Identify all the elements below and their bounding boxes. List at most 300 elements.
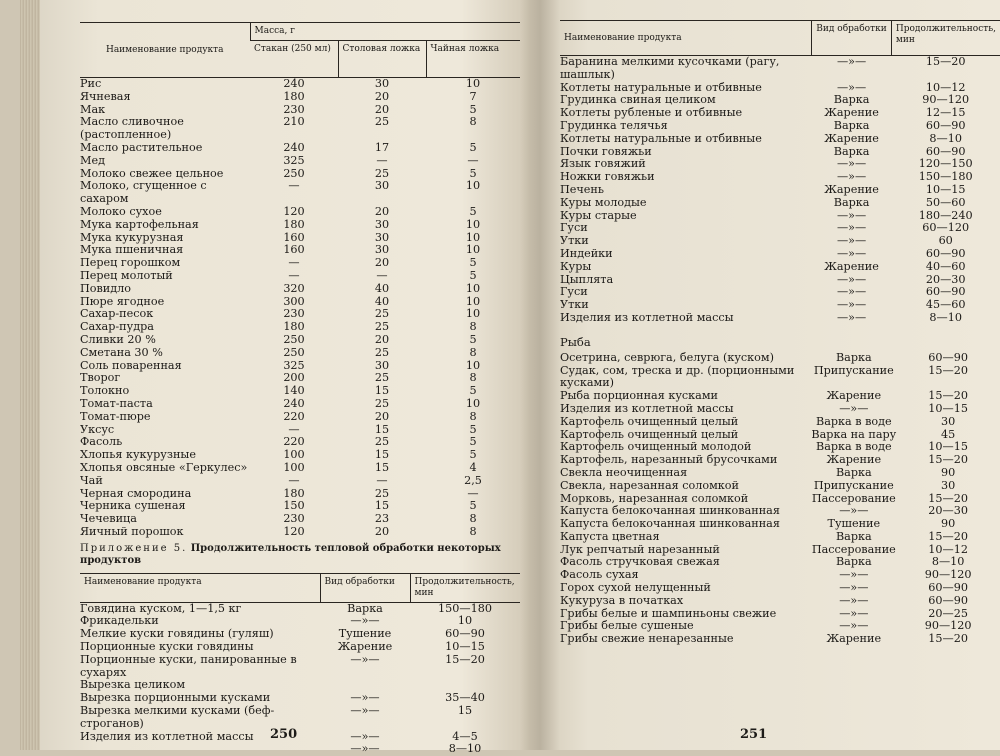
table-row [560,56,1000,82]
cell-duration: 60—90 [925,144,966,158]
cell-tbsp: 30 [374,179,390,193]
header-duration: Продолжительность, мин [891,21,1000,56]
cell-method: Пассерование [811,491,896,505]
cell-name: Мука кукурузная [80,230,184,244]
mass-table [80,22,520,539]
cell-tsp: 5 [469,140,477,154]
table-row [560,184,1000,197]
cell-method: —»— [836,170,867,184]
cell-duration: 60 [938,234,953,248]
cell-name: Свекла неочищенная [560,465,688,479]
cell-tsp: 10 [465,77,481,90]
cell-method: Варка [833,118,870,132]
cell-duration: 12—15 [925,106,966,120]
cell-duration: 15—20 [928,632,968,646]
cell-glass: 320 [283,281,305,295]
table-row [80,385,520,398]
cell-duration: 8—10 [929,310,962,324]
table-row [560,312,1000,325]
table-row [560,416,1000,429]
cell-glass: 120 [283,204,305,218]
cell-name: Ячневая [80,89,131,103]
cell-duration: 90—120 [924,619,972,633]
cell-glass: — [288,473,300,487]
cell-name: Гуси [560,221,588,235]
cell-duration: 15—20 [928,389,968,403]
cell-name: Томат-паста [80,396,153,410]
cell-duration: 180—240 [918,208,973,222]
cell-tbsp: 30 [374,217,390,231]
cell-name: Грибы свежие ненарезанные [560,632,734,646]
table-row [80,602,520,615]
cell-tbsp: 20 [374,89,390,103]
cell-tsp: 5 [469,102,477,116]
cell-method: Жарение [826,389,882,403]
cell-tbsp: 30 [374,243,390,257]
cell-duration: 15—20 [928,529,968,543]
cell-tsp: 5 [469,435,477,449]
cell-name: Вырезка целиком [80,678,186,692]
cell-method: —»— [350,614,380,628]
cell-glass: 160 [283,230,305,244]
cell-tsp: 10 [465,358,481,372]
header-method: Вид обработки [812,21,892,56]
cell-method: Жарение [826,453,882,467]
cell-duration: 10—12 [928,542,968,556]
table-row [80,142,520,155]
cell-method: Варка в воде [815,440,892,454]
cell-name: Капуста белокочанная шинкованная [560,504,780,518]
table-row [560,531,1000,544]
cell-method: Жарение [824,131,879,145]
table-row [80,526,520,539]
cell-method: Варка [833,195,870,209]
cell-name: Утки [560,234,589,248]
cell-name: Язык говяжий [560,157,646,171]
cell-method: Варка [835,350,872,364]
cell-name: Горох сухой нелущенный [560,581,711,595]
book-gutter [520,0,560,750]
cell-name: Изделия из котлетной массы [560,401,734,415]
cell-name: Изделия из котлетной массы [80,729,254,743]
cell-name: Мак [80,102,106,116]
cell-name: Говядина куском, 1—1,5 кг [80,601,242,615]
table-row [560,352,1000,365]
cell-tsp: — [467,153,479,167]
cell-name: Морковь, нарезанная соломкой [560,491,749,505]
table-row [560,197,1000,210]
cell-tbsp: 25 [374,345,390,359]
cell-name: Фрикадельки [80,614,159,628]
cell-glass: 250 [283,166,305,180]
cell-glass: 230 [283,512,305,526]
cell-method: —»— [839,593,869,607]
cell-name: Мелкие куски говядины (гуляш) [80,627,274,641]
cell-glass: — [288,422,300,436]
cell-duration: 45 [940,427,956,441]
cell-duration: 15—20 [928,491,968,505]
cell-duration: 90—120 [924,568,972,582]
cell-duration: 10 [457,614,473,628]
cell-name: Толокно [80,384,130,398]
cell-tsp: 4 [469,460,477,474]
cell-duration: 150—180 [918,170,973,184]
header-mass: Масса, г [250,23,520,41]
cell-name: Порционные куски, панированные в сухарях [80,652,297,679]
cell-method: —»— [839,401,869,415]
cell-tbsp: 25 [374,396,390,410]
cell-duration: 10—15 [925,182,966,196]
cell-tbsp: 25 [374,486,390,500]
cell-name: Хлопья овсяные «Геркулес» [80,460,248,474]
cell-name: Грудинка телячья [560,118,668,132]
table-row [560,480,1000,493]
cell-tbsp: 25 [374,435,390,449]
cell-name: Картофель очищенный целый [560,427,739,441]
cell-name: Картофель, нарезанный брусочками [560,453,778,467]
cell-method: —»— [350,704,380,718]
cell-name: Черная смородина [80,486,192,500]
cell-duration: 4—5 [452,729,478,743]
cell-name: Кукуруза в початках [560,593,684,607]
table-row [80,641,520,654]
cell-tbsp: — [376,473,388,487]
table-row [560,633,1000,646]
cell-name: Творог [80,371,121,385]
table-row [560,261,1000,274]
cell-duration: 8—10 [929,131,962,145]
table-row [80,449,520,462]
book-edge [20,0,40,750]
table-row [80,654,520,680]
cell-glass: 180 [283,89,305,103]
cooking-time-right-body [560,56,1000,325]
cell-method: Жарение [337,640,393,654]
cell-tbsp: 40 [374,294,390,308]
cell-method: —»— [836,298,867,312]
cell-duration: 8—10 [448,742,482,756]
cell-duration: 10—15 [928,401,968,415]
cell-method: Жарение [824,182,879,196]
cell-name: Порционные куски говядины [80,640,254,654]
table-row [80,206,520,219]
cell-glass: 325 [283,153,305,167]
cell-duration: 10—12 [925,80,966,94]
table-row [80,334,520,347]
cell-tbsp: 23 [374,512,390,526]
cell-name: Фасоль [80,435,123,449]
cell-name: Хлопья кукурузные [80,448,196,462]
left-page [80,0,520,756]
table-row [560,120,1000,133]
cell-glass: 250 [283,345,305,359]
cell-tsp: 8 [469,524,477,538]
cell-name: Цыплята [560,272,614,286]
cell-name: Котлеты натуральные и отбивные [560,80,762,94]
cell-name: Вырезка мелкими кусками (беф-строганов) [80,704,275,730]
cell-duration: 10—15 [928,440,968,454]
cell-duration: 15 [457,704,473,718]
cell-glass: 120 [283,524,305,538]
cell-name: Грудинка свиная целиком [560,93,716,107]
cell-name: Сливки 20 % [80,332,156,346]
cell-tsp: 5 [469,332,477,346]
appendix-prefix: Приложение 5. [80,542,188,554]
cell-name: Повидло [80,281,131,295]
table-row [560,390,1000,403]
cell-name: Ножки говяжьи [560,170,655,184]
cell-name: Вырезка порционными кусками [80,691,271,705]
cell-name: Томат-пюре [80,409,151,423]
cell-name: Фасоль стручковая свежая [560,555,720,569]
cell-tbsp: 25 [374,166,390,180]
header-teaspoon: Чайная ложка [426,41,520,78]
cell-tbsp: 25 [374,371,390,385]
cell-duration: 90 [940,517,956,531]
cell-duration: 90—120 [922,93,970,107]
cell-duration: 10—15 [445,640,485,654]
cell-method: —»— [839,504,869,518]
header-product: Наименование продукта [560,21,812,56]
cell-glass: 160 [283,243,305,257]
cell-tsp: — [467,486,479,500]
cell-name: Утки [560,298,589,312]
cell-method: Варка [835,465,872,479]
cell-name: Картофель очищенный целый [560,414,739,428]
cell-tsp: 5 [469,204,477,218]
cell-method: —»— [836,234,867,248]
cell-method: Тушение [338,627,392,641]
cell-tsp: 8 [469,320,477,334]
cell-glass: — [288,256,300,270]
cell-tsp: 8 [469,115,477,129]
cell-name: Рыба порционная кусками [560,389,718,403]
cell-method: Варка [833,93,870,107]
cell-name: Почки говяжьи [560,144,652,158]
cell-glass: — [288,268,300,282]
cell-glass: 200 [283,371,305,385]
appendix-title: Продолжительность тепловой обработки некоторых продуктов [80,542,501,566]
cell-tsp: 10 [465,294,481,308]
table-row [560,518,1000,531]
cooking-time-left-body [80,602,520,756]
cell-name: Молоко сухое [80,204,162,218]
table-row [80,270,520,283]
cell-method: —»— [836,246,867,260]
cell-glass: 240 [283,396,305,410]
table-row [560,582,1000,595]
table-row [560,248,1000,261]
cell-method: —»— [836,208,867,222]
cooking-time-table-right [560,20,1000,325]
cell-glass: 220 [283,409,305,423]
cell-duration: 50—60 [925,195,966,209]
cell-name: Масло сливочное (растопленное) [80,115,184,142]
fish-veg-body [560,352,1000,646]
table-row [80,347,520,360]
cell-tbsp: 15 [374,422,390,436]
cell-method: —»— [350,691,380,705]
cell-tsp: 10 [465,217,481,231]
cell-tsp: 8 [469,371,477,385]
cell-tbsp: 15 [374,460,390,474]
cell-name: Свекла, нарезанная соломкой [560,478,739,492]
cell-duration: 40—60 [925,259,966,273]
cell-duration: 20—25 [928,606,968,620]
cell-name: Котлеты натуральные и отбивные [560,131,762,145]
cell-tsp: 7 [469,89,477,103]
cell-duration: 60—90 [928,350,968,364]
cell-duration: 60—90 [925,118,966,132]
cell-tsp: 5 [469,499,477,513]
cell-duration: 30 [940,414,956,428]
cell-duration: 60—90 [925,285,966,299]
cell-tsp: 8 [469,409,477,423]
cell-name: Рис [80,77,102,90]
table-row [560,365,1000,391]
cell-method: —»— [836,55,867,68]
cell-name: Котлеты рубленые и отбивные [560,106,743,120]
table-row [80,116,520,142]
cell-tsp: 5 [469,422,477,436]
cell-tsp: 5 [469,268,477,282]
cell-name: Грибы белые и шампиньоны свежие [560,606,777,620]
cell-name: Куры [560,259,592,273]
table-row [560,133,1000,146]
cell-method: Припускание [813,363,894,377]
page-number-left: 250 [270,727,298,742]
cell-tbsp: — [376,268,388,282]
cell-glass: 250 [283,332,305,346]
cell-tbsp: 30 [374,230,390,244]
cell-name: Чечевица [80,512,137,526]
cell-name: Куры старые [560,208,637,222]
cell-name: Уксус [80,422,115,436]
cell-tbsp: 15 [374,448,390,462]
cell-glass: 240 [283,140,305,154]
cell-tbsp: 20 [374,332,390,346]
cell-tsp: 8 [469,345,477,359]
cell-duration: 35—40 [445,691,485,705]
cell-duration: 15—20 [445,652,485,666]
book-spread [20,0,1000,756]
cell-name: Капуста белокочанная шинкованная [560,517,780,531]
cell-tbsp: 20 [374,524,390,538]
cell-tbsp: 40 [374,281,390,295]
header-product: Наименование продукта [80,573,320,602]
cell-name: Сметана 30 % [80,345,163,359]
cell-glass: 180 [283,320,305,334]
cell-method: —»— [839,619,869,633]
cell-method: Жарение [824,106,879,120]
cell-duration: 60—90 [928,581,968,595]
cell-tsp: 10 [465,243,481,257]
cooking-time-table-left [80,573,520,756]
cell-glass: 150 [283,499,305,513]
cell-duration: 60—90 [445,627,485,641]
cell-name: Молоко свежее цельное [80,166,224,180]
cell-name: Масло растительное [80,140,203,154]
cell-tsp: 10 [465,396,481,410]
cell-duration: 120—150 [918,157,973,171]
cell-tbsp: 20 [374,409,390,423]
cell-method: Жарение [824,259,879,273]
cell-duration: 15—20 [928,363,968,377]
cell-method: Тушение [827,517,881,531]
cell-name: Судак, сом, треска и др. (порционными кусками) [560,363,795,390]
cell-glass: 325 [283,358,305,372]
cell-tsp: 8 [469,512,477,526]
cell-name: Соль поваренная [80,358,182,372]
table-row [560,403,1000,416]
header-duration: Продолжительность, мин [410,573,520,602]
cell-method: —»— [836,285,867,299]
cell-duration: 60—90 [928,593,968,607]
mass-table-body [80,78,520,539]
cell-name: Индейки [560,246,613,260]
cell-name: Куры молодые [560,195,647,209]
cell-method: —»— [836,310,867,324]
cell-method: —»— [350,742,380,756]
cell-duration: 45—60 [925,298,966,312]
table-row [80,91,520,104]
cell-method: Припускание [813,478,894,492]
cell-name: Мука картофельная [80,217,199,231]
cell-tbsp: 30 [374,358,390,372]
cell-name: Изделия из котлетной массы [560,310,734,324]
cell-name: Картофель очищенный молодой [560,440,752,454]
cell-method: —»— [839,606,869,620]
cell-tsp: 10 [465,179,481,193]
cell-tbsp: 20 [374,204,390,218]
cell-method: —»— [836,221,867,235]
cell-name: Мука пшеничная [80,243,184,257]
cell-duration: 60—120 [922,221,970,235]
cell-glass: 230 [283,307,305,321]
cell-tsp: 10 [465,307,481,321]
cell-method: Варка в воде [815,414,892,428]
cell-name: Фасоль сухая [560,568,639,582]
cell-duration: 20—30 [928,504,968,518]
table-row [80,705,520,731]
cell-tbsp: 25 [374,307,390,321]
cell-glass: 180 [283,217,305,231]
cell-method: —»— [350,652,380,666]
cell-tbsp: 25 [374,115,390,129]
cell-name: Перец горошком [80,256,181,270]
table-row [560,454,1000,467]
table-row [80,475,520,488]
cell-name: Осетрина, севрюга, белуга (куском) [560,350,774,364]
cell-name: Сахар-песок [80,307,154,321]
table-row [80,283,520,296]
cell-tsp: 10 [465,281,481,295]
cell-method: Варка [833,144,870,158]
page-number-right: 251 [740,727,768,742]
cell-tsp: 10 [465,230,481,244]
header-glass: Стакан (250 мл) [250,41,338,78]
cell-glass: 210 [283,115,305,129]
cell-duration: 150—180 [438,601,492,615]
cell-name: Молоко, сгущенное с сахаром [80,179,207,206]
cell-tbsp: 20 [374,256,390,270]
table-row [80,398,520,411]
cell-duration: 15—20 [928,453,968,467]
cell-tbsp: 15 [374,384,390,398]
cell-glass: 230 [283,102,305,116]
cell-duration: 90 [940,465,956,479]
cell-tbsp: 20 [374,102,390,116]
